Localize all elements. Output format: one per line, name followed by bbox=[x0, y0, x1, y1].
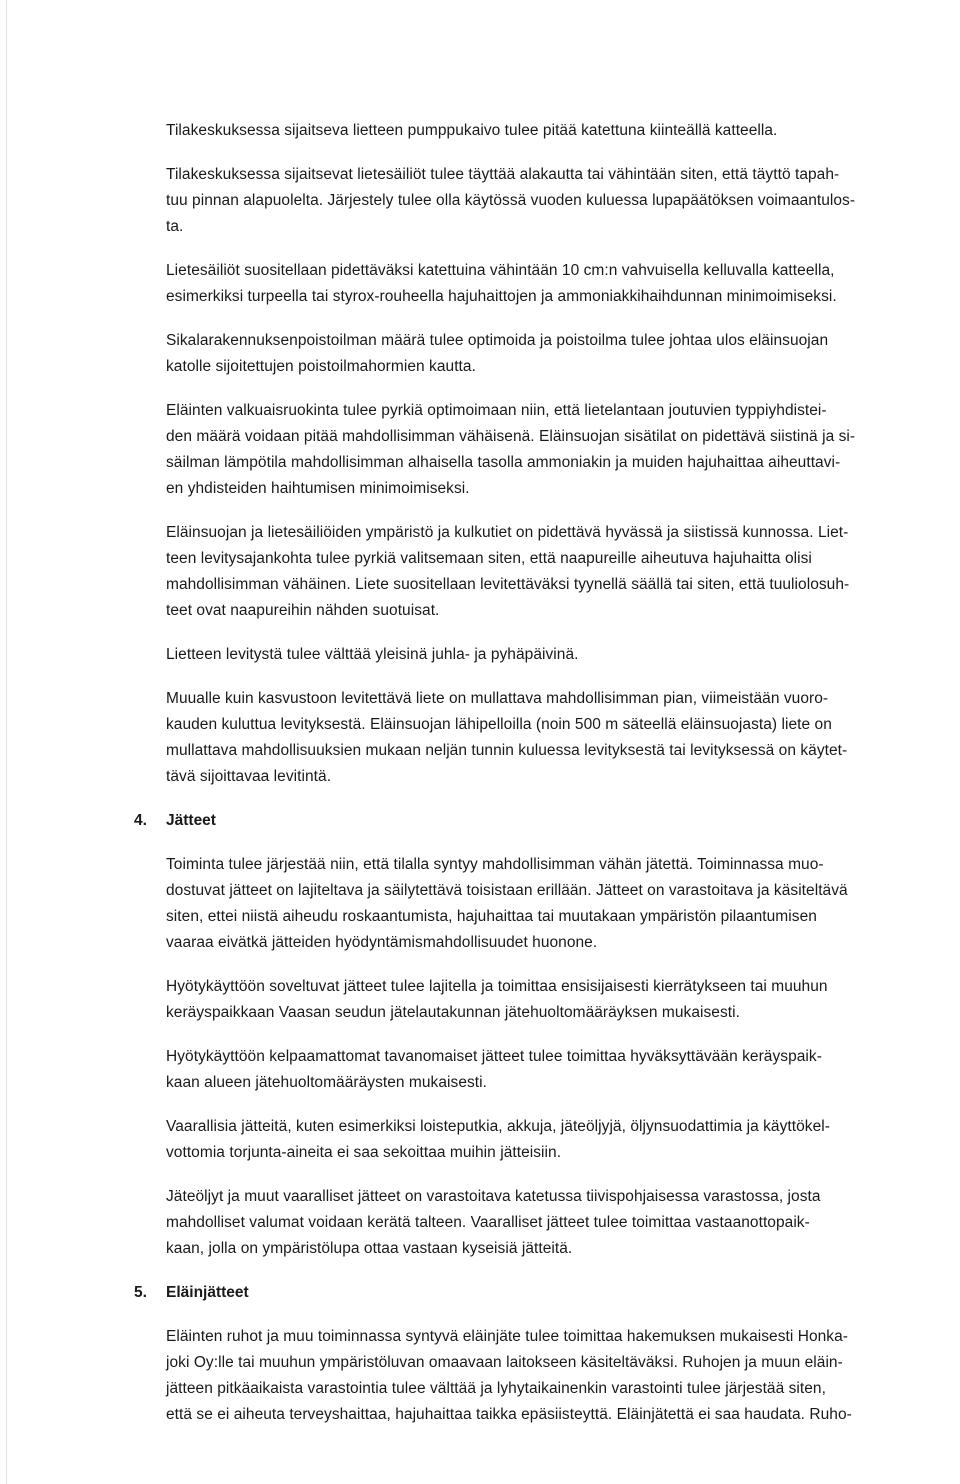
paragraph bbox=[166, 974, 956, 1026]
text-line: Sikalarakennuksenpoistoilman määrä tulee optimoida ja poistoilma tulee johtaa ulos eläinsuojan bbox=[166, 332, 829, 349]
text-line: säilman lämpötila mahdollisimman alhaisella tasolla ammoniakin ja muiden hajuhaittaa aiheuttavi- bbox=[166, 454, 841, 471]
paragraph bbox=[166, 328, 956, 380]
paragraph bbox=[166, 162, 956, 240]
text-line: tuu pinnan alapuolelta. Järjestely tulee olla käytössä vuoden kuluessa lupapäätöksen voimaantulos- bbox=[166, 192, 856, 209]
text-line: Tilakeskuksessa sijaitseva lietteen pumppukaivo tulee pitää katettuna kiinteällä katteella. bbox=[166, 122, 778, 139]
paragraph bbox=[166, 1114, 956, 1166]
text-line: keräyspaikkaan Vaasan seudun jätelautakunnan jätehuoltomääräyksen mukaisesti. bbox=[166, 1004, 740, 1021]
text-line: teet ovat naapureihin nähden suotuisat. bbox=[166, 602, 440, 619]
paragraph bbox=[166, 1324, 956, 1428]
intro-paragraphs bbox=[166, 118, 956, 790]
page-edge-line bbox=[6, 0, 7, 1484]
paragraph bbox=[166, 852, 956, 956]
text-line: Jäteöljyt ja muut vaaralliset jätteet on varastoitava katetussa tiivispohjaisessa varastossa, josta bbox=[166, 1188, 821, 1205]
text-line: Lietteen levitystä tulee välttää yleisinä juhla- ja pyhäpäivinä. bbox=[166, 646, 579, 663]
text-line: joki Oy:lle tai muuhun ympäristöluvan omaavaan laitokseen käsiteltäväksi. Ruhojen ja muun eläin- bbox=[166, 1354, 843, 1371]
paragraph bbox=[166, 520, 956, 624]
section-title: Eläinjätteet bbox=[166, 1284, 249, 1301]
text-line: kauden kuluttua levityksestä. Eläinsuojan lähipelloilla (noin 500 m säteellä eläinsuojasta) liete on bbox=[166, 716, 832, 733]
text-line: Muualle kuin kasvustoon levitettävä liete on mullattava mahdollisimman pian, viimeistään vuoro- bbox=[166, 690, 829, 707]
text-line: katolle sijoitettujen poistoilmahormien kautta. bbox=[166, 358, 476, 375]
paragraph bbox=[166, 686, 956, 790]
text-line: Toiminta tulee järjestää niin, että tilalla syntyy mahdollisimman vähän jätettä. Toiminnassa muo- bbox=[166, 856, 824, 873]
text-line: Eläinten valkuaisruokinta tulee pyrkiä optimoimaan niin, että lietelantaan joutuvien typpiyhdistei- bbox=[166, 402, 827, 419]
text-line: Tilakeskuksessa sijaitsevat lietesäiliöt tulee täyttää alakautta tai vähintään siten, että täyttö tapah- bbox=[166, 166, 840, 183]
text-line: esimerkiksi turpeella tai styrox-rouheella hajuhaittojen ja ammoniakkihaihdunnan minimoimiseksi. bbox=[166, 288, 837, 305]
paragraph bbox=[166, 398, 956, 502]
text-line: että se ei aiheuta terveyshaittaa, hajuhaittaa taikka epäsiisteyttä. Eläinjätettä ei saa haudata. Ruho- bbox=[166, 1406, 852, 1423]
text-line: ta. bbox=[166, 218, 184, 235]
section-heading-4 bbox=[134, 808, 956, 834]
text-line: Lietesäiliöt suositellaan pidettäväksi katettuina vähintään 10 cm:n vahvuisella kelluvalla katteella, bbox=[166, 262, 835, 279]
section-number: 4. bbox=[134, 812, 147, 829]
text-line: Vaarallisia jätteitä, kuten esimerkiksi loisteputkia, akkuja, jäteöljyjä, öljynsuodattimia ja käyttökel- bbox=[166, 1118, 830, 1135]
paragraph bbox=[166, 118, 956, 144]
document-body bbox=[134, 118, 956, 1446]
text-line: jätteen pitkäaikaista varastointia tulee välttää ja lyhytaikainenkin varastointi tulee järjestää siten, bbox=[166, 1380, 826, 1397]
text-line: Eläinten ruhot ja muu toiminnassa syntyvä eläinjäte tulee toimittaa hakemuksen mukaisesti Honka- bbox=[166, 1328, 848, 1345]
text-line: siten, ettei niistä aiheudu roskaantumista, hajuhaittaa tai muutakaan ympäristön pilaantumisen bbox=[166, 908, 817, 925]
text-line: Eläinsuojan ja lietesäiliöiden ympäristö ja kulkutiet on pidettävä hyvässä ja siistissä kunnossa. Liet- bbox=[166, 524, 849, 541]
text-line: kaan alueen jätehuoltomääräysten mukaisesti. bbox=[166, 1074, 488, 1091]
text-line: Hyötykäyttöön kelpaamattomat tavanomaiset jätteet tulee toimittaa hyväksyttävään keräyspaik- bbox=[166, 1048, 822, 1065]
text-line: vaaraa eivätkä jätteiden hyödyntämismahdollisuudet huonone. bbox=[166, 934, 598, 951]
text-line: teen levitysajankohta tulee pyrkiä valitsemaan siten, että naapureille aiheutuva hajuhaitta olisi bbox=[166, 550, 812, 567]
section-5-body bbox=[166, 1324, 956, 1428]
text-line: kaan, jolla on ympäristölupa ottaa vastaan kyseisiä jätteitä. bbox=[166, 1240, 573, 1257]
paragraph bbox=[166, 1044, 956, 1096]
paragraph bbox=[166, 642, 956, 668]
text-line: mahdollisimman vähäinen. Liete suositellaan levitettäväksi tyynellä säällä tai siten, että tuuliolosuh- bbox=[166, 576, 850, 593]
text-line: Hyötykäyttöön soveltuvat jätteet tulee lajitella ja toimittaa ensisijaisesti kierrätykseen tai muuhun bbox=[166, 978, 828, 995]
section-title: Jätteet bbox=[166, 812, 216, 829]
section-number: 5. bbox=[134, 1284, 147, 1301]
section-4-body bbox=[166, 852, 956, 1262]
text-line: mahdolliset valumat voidaan kerätä talteen. Vaaralliset jätteet tulee toimittaa vastaanottopaik- bbox=[166, 1214, 810, 1231]
paragraph bbox=[166, 258, 956, 310]
text-line: mullattava mahdollisuuksien mukaan neljän tunnin kuluessa levityksestä tai levityksessä on käytet- bbox=[166, 742, 848, 759]
text-line: dostuvat jätteet on lajiteltava ja säilytettävä toisistaan erillään. Jätteet on varastoitava ja käsiteltävä bbox=[166, 882, 848, 899]
text-line: vottomia torjunta-aineita ei saa sekoittaa muihin jätteisiin. bbox=[166, 1144, 562, 1161]
text-line: den määrä voidaan pitää mahdollisimman vähäisenä. Eläinsuojan sisätilat on pidettävä siistinä ja si- bbox=[166, 428, 856, 445]
section-heading-5 bbox=[134, 1280, 956, 1306]
paragraph bbox=[166, 1184, 956, 1262]
text-line: en yhdisteiden haihtumisen minimoimiseksi. bbox=[166, 480, 470, 497]
text-line: tävä sijoittavaa levitintä. bbox=[166, 768, 332, 785]
